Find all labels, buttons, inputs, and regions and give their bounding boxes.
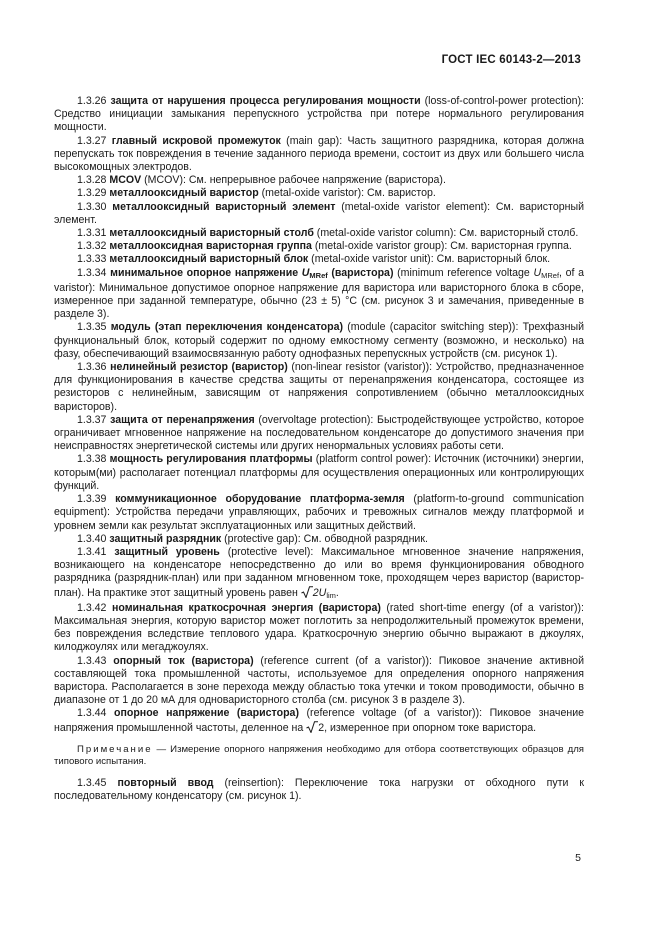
- item-number: 1.3.39: [77, 493, 107, 506]
- item-term: защитный разрядник: [109, 532, 222, 545]
- item-text: (rated short-time energy (of a varistor)): Максимальная энергия, которую варистор может поглотить за непродолжительный промежуток времени, без повреждения вследствие теплового удара. Краткосрочную энергию обычно выражают в джоулях, килоджоулях или мегаджоулях.: [54, 601, 584, 654]
- square-root-icon: [306, 721, 318, 733]
- item-text: (main gap): Часть защитного разрядника, которая должна перепускать ток повреждения в течение заданного периода времени, состоит из двух или большего числа высокомощных электродов.: [54, 134, 584, 174]
- definition-item: [54, 135, 584, 175]
- root-value: 2: [318, 721, 325, 734]
- definition-item: [54, 546, 584, 602]
- definition-item: [54, 95, 584, 135]
- item-term: металлооксидный варистор: [109, 187, 259, 200]
- item-number: 1.3.28: [77, 174, 107, 187]
- symbol-u: U: [301, 266, 310, 279]
- item-number: 1.3.42: [77, 601, 107, 614]
- item-term: металлооксидная варисторная группа: [109, 240, 312, 253]
- symbol-u: U: [533, 266, 542, 279]
- item-term: защитный уровень: [114, 545, 220, 558]
- item-number: 1.3.40: [77, 532, 107, 545]
- item-text: (metal-oxide varistor column): См. варисторный столб.: [313, 227, 579, 240]
- item-term: [110, 267, 393, 279]
- page-number: 5: [575, 852, 581, 864]
- item-text: (reference current (of a varistor)): Пиковое значение активной составляющей тока промышленной частоты, используемое для определения опорного напряжения варистора. Располагается в зоне перехода между областью тока утечки и током проводимости, обычно в диапазоне от 1 до 20 мА для одноваристорного столба (см. рисунок 3 в разделе 3).: [54, 654, 584, 707]
- item-text: , of a varistor): Минимальное допустимое опорное напряжение для варистора или варисторного блока в сборе, измеренное при заданной температуре, обычно (23 ± 5) °С (см. рисунок 3 и замечания, приведенные в разделе 3).: [54, 266, 585, 321]
- item-number: 1.3.36: [77, 361, 107, 374]
- item-term: модуль (этап переключения конденсатора): [110, 321, 344, 334]
- item-number: 1.3.37: [77, 413, 107, 426]
- item-number: 1.3.34: [77, 266, 107, 279]
- definition-item: [54, 253, 584, 266]
- item-text: (reinsertion): Переключение тока нагрузки от обходного пути к последовательному конденсатору (см. рисунок 1).: [54, 776, 584, 802]
- item-text-end: .: [335, 586, 339, 599]
- item-text: , измеренное при опорном токе варистора.: [324, 721, 537, 734]
- definition-item: [54, 453, 584, 493]
- term-part: (варистора): [327, 266, 394, 279]
- note: [54, 744, 584, 769]
- item-text: (MCOV): См. непрерывное рабочее напряжение (варистора).: [141, 174, 446, 187]
- definition-item: [54, 240, 584, 253]
- square-root-icon: [301, 586, 313, 598]
- definition-item: [54, 321, 584, 361]
- item-term: главный искровой промежуток: [111, 134, 281, 147]
- item-term: коммуникационное оборудование платформа-земля: [115, 493, 405, 506]
- item-text: (loss-of-control-power protection): Средство инициации замыкания перепускного устройства при потере нормального регулирования мощности.: [54, 95, 584, 134]
- item-number: 1.3.29: [77, 187, 107, 200]
- item-text: (overvoltage protection): Быстродействующее устройство, которое ограничивает мгновенное напряжение на последовательном конденсаторе до допустимого значения при неисправностях энергетической системы или других ненормальных условиях работы сети.: [54, 413, 584, 453]
- item-term: нелинейный резистор (варистор): [110, 361, 288, 374]
- item-term: защита от нарушения процесса регулирования мощности: [110, 95, 421, 107]
- item-number: 1.3.38: [77, 453, 107, 466]
- item-text: (reference voltage (of a varistor)): Пиковое значение напряжения промышленной частоты, деленное на: [54, 707, 585, 734]
- item-term: опорное напряжение (варистора): [114, 707, 299, 720]
- item-text: (metal-oxide varistor group): См. варисторная группа.: [311, 240, 572, 253]
- item-term: мощность регулирования платформы: [109, 453, 313, 466]
- definition-item: [54, 602, 584, 655]
- definition-item: [54, 174, 584, 187]
- item-text: (metal-oxide varistor): См. варистор.: [258, 187, 436, 200]
- item-text: (metal-oxide varistor unit): См. варисторный блок.: [308, 253, 551, 266]
- note-text: — Измерение опорного напряжения необходимо для отбора соответствующих образцов для типового испытания.: [54, 743, 584, 768]
- item-text: (non-linear resistor (varistor)): Устройство, предназначенное для функционирования в качестве средства защиты от перенапряжения конденсатора, состоящее из резисторов с нелинейным, зависящим от напряжения сопротивлением (обычно металлооксидных варисторов).: [54, 361, 584, 413]
- page-body: [54, 95, 584, 803]
- definition-item: [54, 777, 584, 803]
- item-term: металлооксидный варисторный блок: [109, 253, 309, 266]
- item-number: 1.3.44: [77, 707, 107, 720]
- item-number: 1.3.45: [77, 776, 107, 789]
- definition-item: [54, 361, 584, 414]
- item-text: (protective gap): См. обводной разрядник.: [221, 532, 428, 545]
- item-number: 1.3.27: [77, 134, 107, 147]
- definition-item: [54, 227, 584, 240]
- item-text: (minimum reference voltage: [393, 266, 534, 279]
- item-number: 1.3.26: [77, 95, 107, 107]
- document-header: ГОСТ IEC 60143-2—2013: [441, 54, 581, 66]
- term-part: минимальное опорное напряжение: [110, 266, 302, 279]
- definition-item: [54, 187, 584, 200]
- definition-item: [54, 707, 584, 734]
- item-term: повторный ввод: [117, 776, 214, 789]
- item-number: 1.3.30: [77, 200, 107, 213]
- item-number: 1.3.35: [77, 321, 107, 334]
- formula-subscript: lim: [326, 590, 336, 600]
- definition-item: [54, 493, 584, 533]
- item-text: (platform control power): Источник (источники) энергии, которым(ми) располагает потенциал платформы для осуществления операционных или контролирующих функций.: [54, 453, 584, 492]
- symbol-subscript: MRef: [309, 270, 328, 280]
- item-term: MCOV: [109, 174, 142, 187]
- symbol-subscript: MRef: [541, 270, 560, 280]
- item-term: металлооксидный варисторный элемент: [112, 200, 336, 213]
- item-number: 1.3.32: [77, 240, 107, 253]
- definition-item: [54, 267, 584, 322]
- definition-item: [54, 655, 584, 708]
- note-label: Примечание: [77, 743, 153, 755]
- item-term: защита от перенапряжения: [110, 413, 255, 426]
- item-text: (module (capacitor switching step)): Трехфазный функциональный блок, который содержит по одному емкостному сегменту (возможно, и несколько) на фазу, обеспечивающий взаимосвязанную работу однофазных перепускных устройств (см. рисунок 1).: [54, 321, 584, 360]
- item-term: номинальная краткосрочная энергия (варистора): [111, 601, 381, 614]
- item-text: (protective level): Максимальное мгновенное значение напряжения, возникающего на конденсаторе непосредственно до или во время функционирования обводного разрядника (разрядник-план) или при заданном мгновенном токе, проходящем через варистор (варистор-план). На практике этот защитный уровень равен: [54, 545, 584, 599]
- item-number: 1.3.41: [77, 545, 107, 558]
- item-term: опорный ток (варистора): [113, 654, 254, 667]
- item-text: (metal-oxide varistor element): См. варисторный элемент.: [54, 200, 584, 226]
- item-number: 1.3.33: [77, 253, 107, 266]
- definition-item: [54, 201, 584, 227]
- item-text: (platform-to-ground communication equipment): Устройства передачи управляющих, рабочих и тревожных сигналов между платформой и уровнем земли как результат эксплуатационных или защитных действий.: [54, 493, 584, 532]
- item-number: 1.3.43: [77, 654, 107, 667]
- definition-item: [54, 414, 584, 454]
- definition-item: [54, 533, 584, 546]
- formula: 2U: [312, 586, 327, 599]
- item-term: металлооксидный варисторный столб: [109, 227, 314, 240]
- item-number: 1.3.31: [77, 227, 107, 240]
